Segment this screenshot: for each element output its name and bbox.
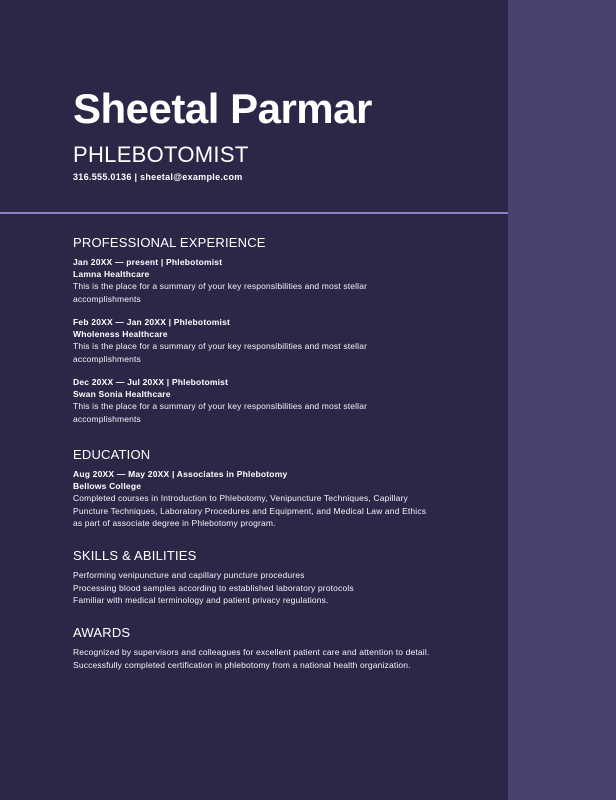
skills-heading: SKILLS & ABILITIES <box>73 548 197 563</box>
experience-description: This is the place for a summary of your key responsibilities and most stellar accomplishments <box>73 281 368 304</box>
decorative-sidebar <box>508 0 616 800</box>
education-dates-degree: Aug 20XX — May 20XX | Associates in Phlebotomy <box>73 469 288 479</box>
experience-employer: Wholeness Healthcare <box>73 329 168 339</box>
awards-heading: AWARDS <box>73 625 131 640</box>
awards-text: Recognized by supervisors and colleagues for excellent patient care and attention to detail. Successfully completed certification in phlebotomy from a national health organization. <box>73 647 430 670</box>
experience-section <box>73 235 433 436</box>
resume-job-title: PHLEBOTOMIST <box>73 142 249 167</box>
experience-heading: PROFESSIONAL EXPERIENCE <box>73 235 266 250</box>
experience-description: This is the place for a summary of your key responsibilities and most stellar accomplishments <box>73 401 368 424</box>
experience-entry <box>73 316 433 365</box>
skill-item: Processing blood samples according to established laboratory protocols <box>73 582 354 593</box>
education-description: Completed courses in Introduction to Phlebotomy, Venipuncture Techniques, Capillary Puncture Techniques, Laboratory Procedures and Equipment, and Medical Law and Ethics as part of associate degree in Phlebotomy program. <box>73 493 427 528</box>
experience-employer: Swan Sonia Healthcare <box>73 389 171 399</box>
resume-name: Sheetal Parmar <box>73 85 372 132</box>
awards-section <box>73 625 433 671</box>
experience-entry <box>73 376 433 425</box>
skills-section <box>73 548 433 607</box>
skill-item: Familiar with medical terminology and patient privacy regulations. <box>73 595 329 605</box>
experience-dates-role: Dec 20XX — Jul 20XX | Phlebotomist <box>73 377 229 387</box>
education-section <box>73 447 433 530</box>
education-school: Bellows College <box>73 481 142 491</box>
experience-entry <box>73 256 433 305</box>
resume-contact-info: 316.555.0136 | sheetal@example.com <box>73 172 243 182</box>
education-heading: EDUCATION <box>73 447 151 462</box>
experience-dates-role: Feb 20XX — Jan 20XX | Phlebotomist <box>73 317 231 327</box>
experience-employer: Lamna Healthcare <box>73 269 150 279</box>
skill-item: Performing venipuncture and capillary puncture procedures <box>73 570 305 580</box>
header-divider <box>0 212 508 214</box>
experience-description: This is the place for a summary of your key responsibilities and most stellar accomplishments <box>73 341 368 364</box>
experience-dates-role: Jan 20XX — present | Phlebotomist <box>73 257 223 267</box>
